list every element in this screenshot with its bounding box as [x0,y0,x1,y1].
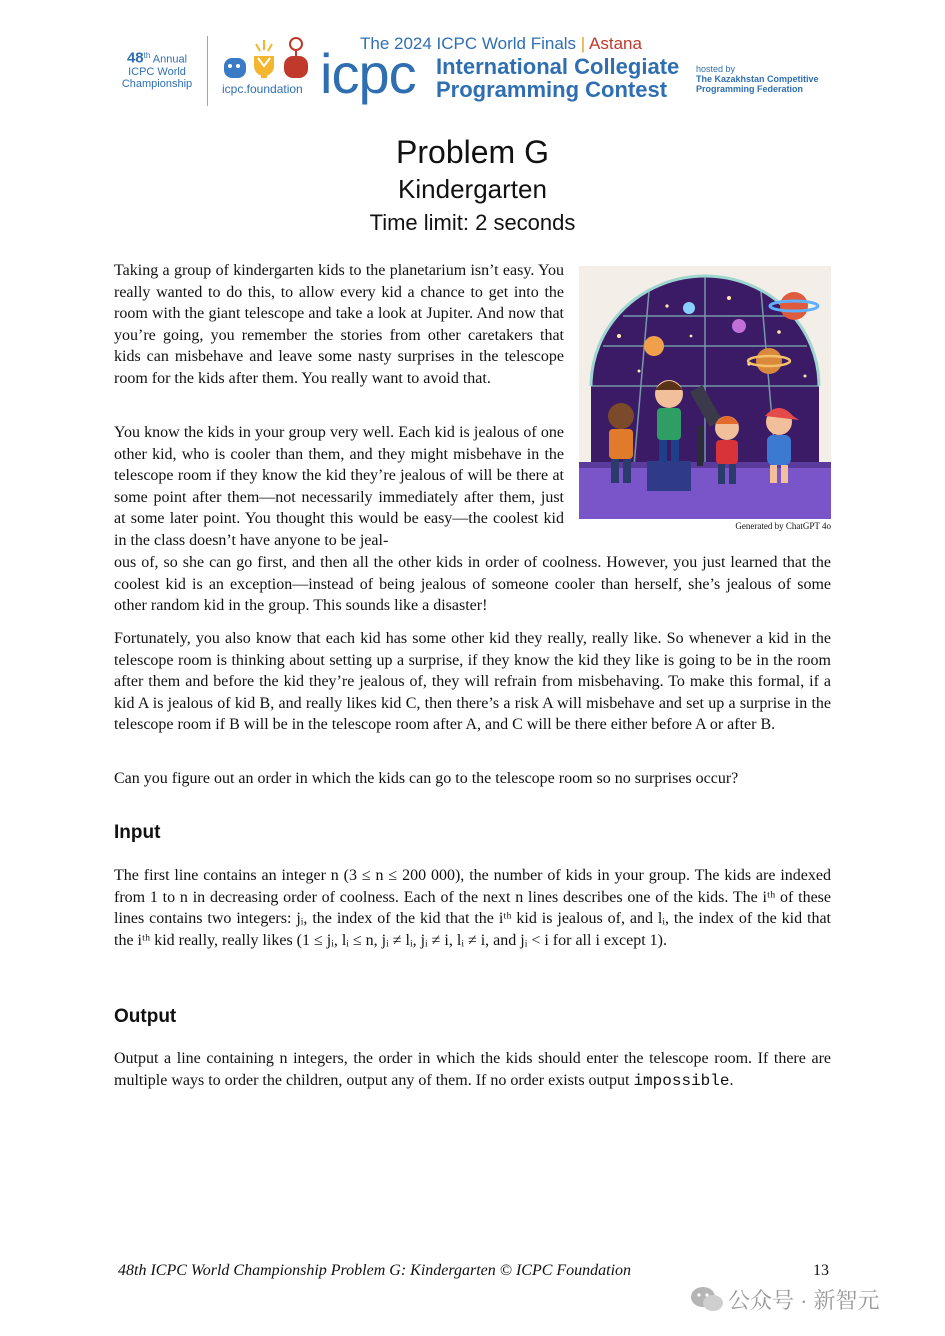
annual-sup: th [143,51,151,60]
output-text-end: . [729,1071,734,1089]
icpc-foundation-logo-icon [220,36,312,86]
output-keyword: impossible [633,1071,730,1090]
icpc-wordmark: icpc [320,42,416,105]
time-limit: Time limit: 2 seconds [369,210,576,235]
statement-paragraph-1: Taking a group of kindergarten kids to the planetarium isn’t easy. You really wanted to do this, to allow every kid a chance to get into the room with the giant telescope and take a look at Jupiter. And now that you’re going, you remember the stories from other caretakers that kids can misbehave and leave some nasty surprises in the telescope room for the kids after them. You really want to avoid that. [114,262,564,387]
statement-paragraph-2a: You know the kids in your group very well. Each kid is jealous of one other kid, who is cooler than them, and they might misbehave in the telescope room if they know the kid they’re jealous of will be there at some point after them—not necessarily immediately after them, just at some later point. You thought this would be easy—the coolest kid in the class doesn’t have anyone to be jeal- [114,424,564,549]
statement-paragraph-2b: ous of, so she can go first, and then all the other kids in order of coolness. However, you just learned that the coolest kid is an exception—instead of being jealous of someone cooler than herself, she’s jealous of some other random kid in the group. This sounds like a disaster! [114,554,831,615]
annual-word: Annual [152,53,188,66]
page-number: 13 [813,1262,829,1279]
finals-city: Astana [589,34,642,53]
planetarium-illustration [579,266,831,519]
hosted-org1: The Kazakhstan Competitive [696,74,819,84]
problem-label: Problem G [396,134,549,170]
foundation-label: icpc.foundation [222,82,303,96]
output-text-body: Output a line containing n integers, the order in which the kids should enter the telescope room. If there are multiple ways to order the children, output any of them. If no order exists output [114,1050,831,1089]
page-header [0,0,945,115]
annual-number: 48 [126,49,144,67]
statement-paragraph-4: Can you figure out an order in which the kids can go to the telescope room so no surprises occur? [114,770,739,787]
output-heading: Output [114,1006,177,1027]
planet-red [780,292,808,320]
contest-line2: Programming Contest [436,77,668,102]
contest-line1: International Collegiate [436,54,680,79]
finals-prefix: The 2024 ICPC World Finals [360,34,577,53]
finals-separator: | [580,34,586,53]
annual-badge [112,50,202,90]
hosted-by [696,64,819,94]
planet-orange [644,336,664,356]
statement-paragraph-3: Fortunately, you also know that each kid has some other kid they really, really like. So whenever a kid in the telescope room is thinking about setting up a surprise, if they know the kid they like is going to be in the room after them and before the kid they’re jealous of, they will refrain from misbehaving. To make this formal, if a kid A is jealous of kid B, and really likes kid C, then there’s a risk A will misbehave and set up a surprise in the telescope room if B will be in the telescope room after A, and C will be there either before A or after B. [114,630,831,734]
contest-name [436,55,679,101]
page-footer: 48th ICPC World Championship Problem G: Kindergarten © ICPC Foundation [118,1262,632,1279]
hosted-label: hosted by [696,64,736,74]
watermark: 公众号 · 新智元 [728,1288,880,1313]
output-text [114,1048,831,1092]
annual-line2: ICPC World [128,65,186,78]
finals-line [360,34,642,54]
annual-line3: Championship [121,77,193,90]
problem-name: Kindergarten [398,174,547,204]
hosted-org2: Programming Federation [696,84,804,94]
planet-saturn [756,348,782,374]
input-text: The first line contains an integer n (3 ≤ n ≤ 200 000), the number of kids in your group. The kids are indexed from 1 to n in decreasing order of coolness. Each of the next n lines describes one of the kids. The iᵗʰ of these lines contains two integers: jᵢ, the index of the kid that the iᵗʰ kid is jealous of, and lᵢ, the index of the kid that the iᵗʰ kid really, really likes (1 ≤ jᵢ, lᵢ ≤ n, jᵢ ≠ lᵢ, jᵢ ≠ i, lᵢ ≠ i, and jᵢ < i for all i except 1). [114,867,831,949]
header-divider [207,36,208,106]
figure-caption: Generated by ChatGPT 4o [735,521,831,531]
input-heading: Input [114,822,161,843]
wechat-icon [690,1285,724,1313]
